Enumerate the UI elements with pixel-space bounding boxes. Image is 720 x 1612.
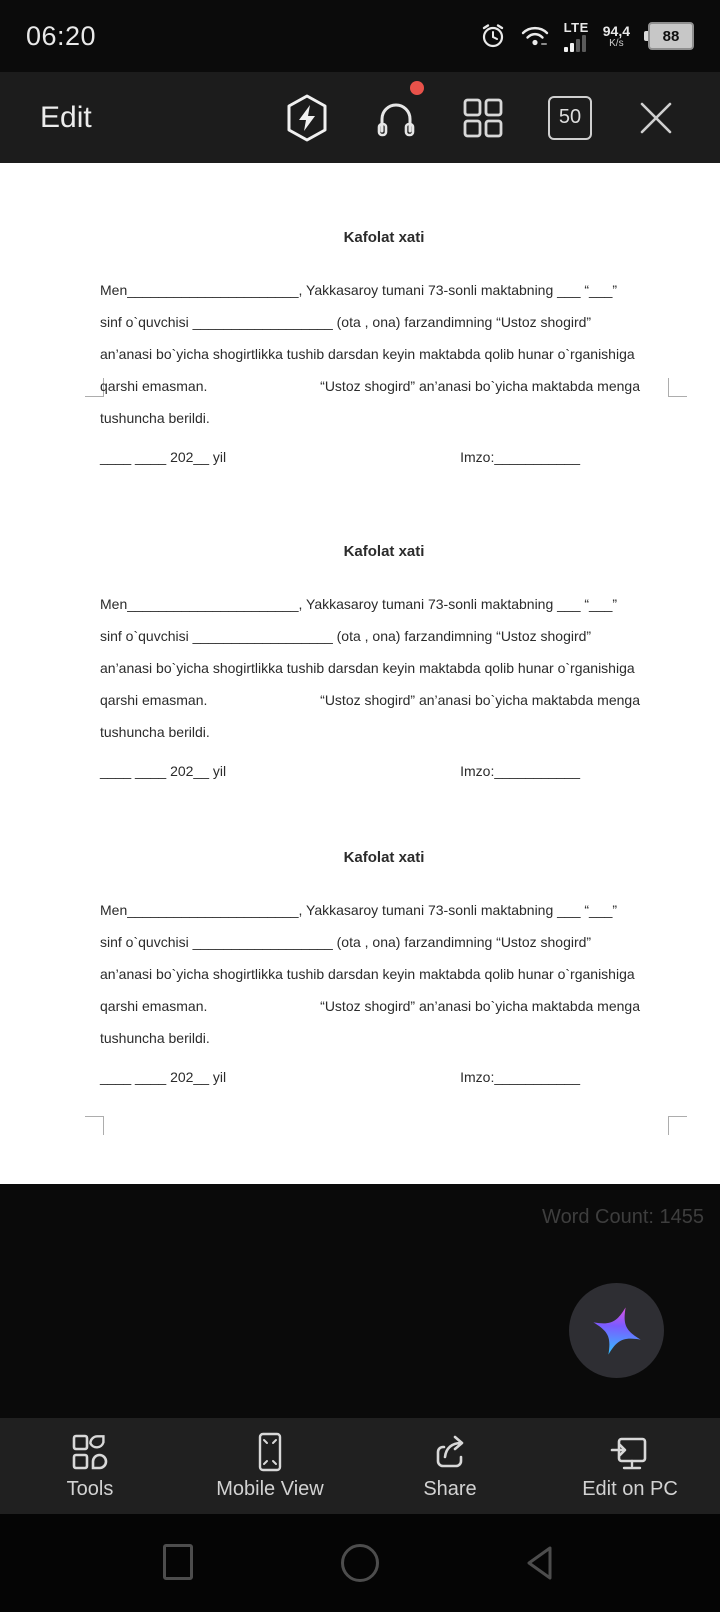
speed-value: 94,4: [602, 22, 630, 39]
tools-button[interactable]: [0, 1418, 180, 1514]
letter-title: Kafolat xati: [343, 229, 425, 246]
battery-icon: [644, 22, 694, 50]
recents-square-icon[interactable]: [163, 1544, 193, 1580]
letter-line: an’anasi bo`yicha shogirtlikka tushib darsdan keyin maktabda qolib hunar o`rganishiga: [100, 966, 635, 982]
edit-on-pc-label: Edit on PC: [582, 1478, 678, 1500]
close-icon[interactable]: [636, 98, 676, 138]
battery-level: 88: [648, 22, 694, 50]
mobile-view-icon: [250, 1432, 290, 1472]
date-signature-row: [100, 1067, 668, 1087]
letter-line: Men______________________, Yakkasaroy tumani 73-sonli maktabning ___ “___”: [100, 596, 618, 612]
share-icon: [430, 1432, 470, 1472]
home-circle-icon[interactable]: [341, 1544, 379, 1582]
cellular-signal: [564, 21, 589, 52]
letter-line-right: “Ustoz shogird” an’anasi bo`yicha maktabda menga: [320, 692, 640, 708]
energy-hexagon-icon[interactable]: [284, 93, 330, 143]
letter-line: sinf o`quvchisi __________________ (ota , ona) farzandimning “Ustoz shogird”: [100, 934, 592, 950]
mobile-view-label: Mobile View: [216, 1478, 324, 1500]
document-page[interactable]: [0, 163, 720, 1184]
edit-on-pc-icon: [610, 1432, 650, 1472]
letter-line-left: qarshi emasman.: [100, 998, 208, 1014]
signature-blank: Imzo:___________: [460, 449, 580, 465]
guarantee-letter-block: [100, 849, 668, 1087]
alarm-icon: [480, 23, 506, 49]
date-signature-row: [100, 761, 668, 781]
headphones-icon[interactable]: [374, 95, 418, 141]
mobile-view-button[interactable]: [180, 1418, 360, 1514]
edit-on-pc-button[interactable]: [540, 1418, 720, 1514]
letter-line-left: qarshi emasman.: [100, 692, 208, 708]
back-triangle-icon[interactable]: [522, 1544, 558, 1582]
letter-line: tushuncha berildi.: [100, 410, 210, 426]
letter-line: sinf o`quvchisi __________________ (ota , ona) farzandimning “Ustoz shogird”: [100, 314, 592, 330]
guarantee-letter-block: [100, 229, 668, 467]
letter-title: Kafolat xati: [343, 849, 425, 866]
guarantee-letter-block: [100, 543, 668, 781]
signature-blank: Imzo:___________: [460, 763, 580, 779]
date-signature-row: [100, 447, 668, 467]
edit-toolbar: [0, 72, 720, 163]
android-nav-bar: [0, 1514, 720, 1612]
page-margin-mark-bottom-right: [668, 1116, 687, 1135]
notification-dot: [410, 81, 424, 95]
signature-blank: Imzo:___________: [460, 1069, 580, 1085]
letter-line: [100, 990, 668, 1022]
network-speed: [603, 24, 630, 49]
edit-toolbar-icons: [284, 93, 676, 143]
signal-bars-icon: [564, 35, 586, 52]
tools-grid-icon: [70, 1432, 110, 1472]
share-button[interactable]: [360, 1418, 540, 1514]
word-count-label: Word Count: 1455: [542, 1206, 704, 1228]
letter-line: Men______________________, Yakkasaroy tumani 73-sonli maktabning ___ “___”: [100, 902, 618, 918]
date-blank: ____ ____ 202__ yil: [100, 449, 227, 465]
letter-line: sinf o`quvchisi __________________ (ota , ona) farzandimning “Ustoz shogird”: [100, 628, 592, 644]
clock-time: 06:20: [26, 20, 97, 51]
grid-apps-icon[interactable]: [462, 97, 504, 139]
letter-title: Kafolat xati: [343, 543, 425, 560]
letter-line: tushuncha berildi.: [100, 724, 210, 740]
page-margin-mark-top-right: [668, 378, 687, 397]
speed-unit: K/s: [609, 37, 624, 49]
letter-line-right: “Ustoz shogird” an’anasi bo`yicha maktabda menga: [320, 998, 640, 1014]
letter-line: Men______________________, Yakkasaroy tumani 73-sonli maktabning ___ “___”: [100, 282, 618, 298]
letter-line-right: “Ustoz shogird” an’anasi bo`yicha maktabda menga: [320, 378, 640, 394]
wifi-icon: [520, 24, 550, 48]
page-count-value: 50: [548, 96, 592, 140]
letter-line: an’anasi bo`yicha shogirtlikka tushib darsdan keyin maktabda qolib hunar o`rganishiga: [100, 346, 635, 362]
date-blank: ____ ____ 202__ yil: [100, 763, 227, 779]
ai-assistant-button[interactable]: [569, 1283, 664, 1378]
page-count-icon[interactable]: [548, 96, 592, 140]
bottom-toolbar: [0, 1418, 720, 1514]
mode-title: Edit: [40, 100, 92, 134]
share-label: Share: [423, 1478, 477, 1500]
letter-line: an’anasi bo`yicha shogirtlikka tushib darsdan keyin maktabda qolib hunar o`rganishiga: [100, 660, 635, 676]
ai-sparkle-icon: [588, 1302, 646, 1360]
page-margin-mark-bottom-left: [85, 1116, 104, 1135]
tools-label: Tools: [66, 1478, 114, 1500]
status-bar: [0, 0, 720, 72]
date-blank: ____ ____ 202__ yil: [100, 1069, 227, 1085]
network-type-label: LTE: [563, 19, 589, 35]
canvas-background: [0, 1184, 720, 1418]
letter-line: tushuncha berildi.: [100, 1030, 210, 1046]
status-icons: [480, 21, 694, 52]
letter-line: [100, 370, 668, 402]
letter-line: [100, 684, 668, 716]
letter-line-left: qarshi emasman.: [100, 378, 208, 394]
